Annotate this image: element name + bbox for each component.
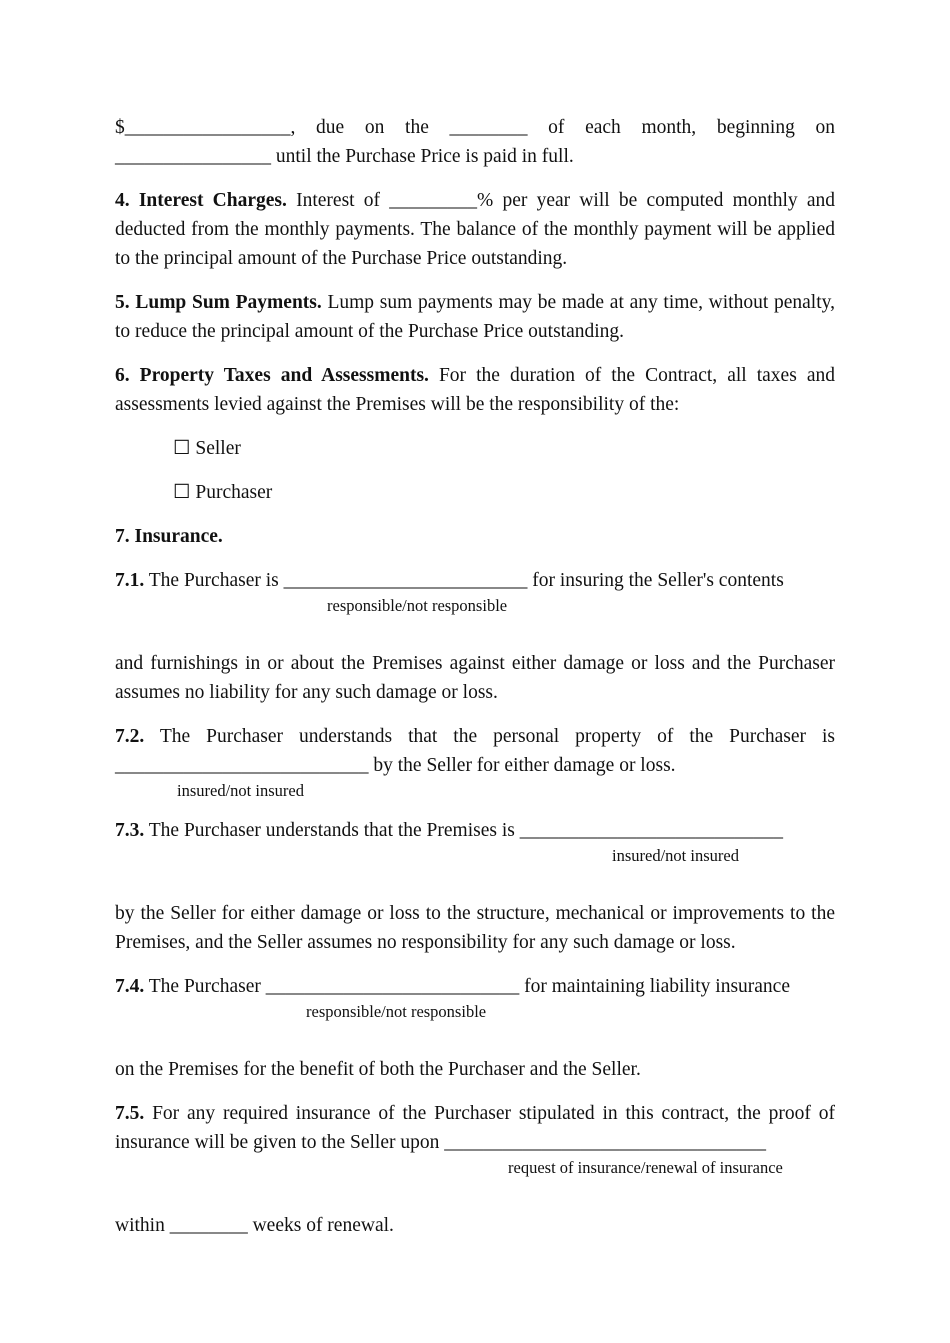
section-7-3-continuation: by the Seller for either damage or loss to the structure, mechanical or improvements to the Premises, and the Seller assumes no responsibility for any such damage or loss. [115, 903, 835, 953]
option-seller-checkbox[interactable]: ☐ Seller [173, 438, 241, 459]
option-purchaser-checkbox[interactable]: ☐ Purchaser [173, 482, 273, 503]
section-7-5-number: 7.5. [115, 1103, 145, 1124]
section-7-4-hint: responsible/not responsible [306, 1002, 487, 1021]
section-7-5-text: For any required insurance of the Purchaser stipulated in this contract, the proof of insurance will be given to the Seller upon _________________________________ [115, 1103, 835, 1153]
document-page [115, 113, 835, 1240]
section-7-3 [115, 816, 835, 845]
section-7-4 [115, 972, 835, 1001]
section-5-text: Lump sum payments may be made at any time, without penalty, to reduce the principal amount of the Purchase Price outstanding. [115, 292, 835, 342]
section-4-heading: 4. Interest Charges. [115, 190, 287, 211]
section-7-5-continuation: within ________ weeks of renewal. [115, 1215, 394, 1236]
section-7-5-hint: request of insurance/renewal of insurance [508, 1158, 783, 1177]
section-6-property-taxes [115, 361, 835, 419]
section-7-3-text: The Purchaser understands that the Premises is ___________________________ [144, 820, 783, 841]
section-7-3-number: 7.3. [115, 820, 145, 841]
section-7-2 [115, 722, 835, 780]
section-7-1-text: The Purchaser is _________________________ for insuring the Seller's contents [144, 570, 784, 591]
payment-line-1: $_________________, due on the ________ of each month, beginning on [115, 117, 835, 138]
section-5-lump-sum [115, 288, 835, 346]
section-7-4-number: 7.4. [115, 976, 145, 997]
section-6-heading: 6. Property Taxes and Assessments. [115, 365, 429, 386]
section-7-heading: 7. Insurance. [115, 526, 223, 547]
section-7-2-hint: insured/not insured [177, 781, 304, 800]
section-7-1-continuation: and furnishings in or about the Premises against either damage or loss and the Purchaser assumes no liability for any such damage or loss. [115, 653, 835, 703]
section-7-3-hint: insured/not insured [612, 846, 739, 865]
section-4-interest-charges [115, 186, 835, 273]
section-5-heading: 5. Lump Sum Payments. [115, 292, 322, 313]
section-7-1-hint: responsible/not responsible [327, 596, 508, 615]
section-7-1 [115, 566, 835, 595]
section-7-1-number: 7.1. [115, 570, 145, 591]
section-4-text: Interest of _________% per year will be computed monthly and deducted from the monthly payments. The balance of the monthly payment will be applied to the principal amount of the Purchase Price outstanding. [115, 190, 835, 269]
section-6-text: For the duration of the Contract, all taxes and assessments levied against the Premises will be the responsibility of the: [115, 365, 835, 415]
section-7-2-number: 7.2. [115, 726, 145, 747]
section-7-5 [115, 1099, 835, 1157]
section-7-4-continuation: on the Premises for the benefit of both the Purchaser and the Seller. [115, 1059, 641, 1080]
section-7-2-text: The Purchaser understands that the personal property of the Purchaser is __________________________ by the Seller for either damage or loss. [115, 726, 835, 776]
section-7-4-text: The Purchaser __________________________ for maintaining liability insurance [144, 976, 790, 997]
payment-line-2: ________________ until the Purchase Price is paid in full. [115, 146, 574, 167]
